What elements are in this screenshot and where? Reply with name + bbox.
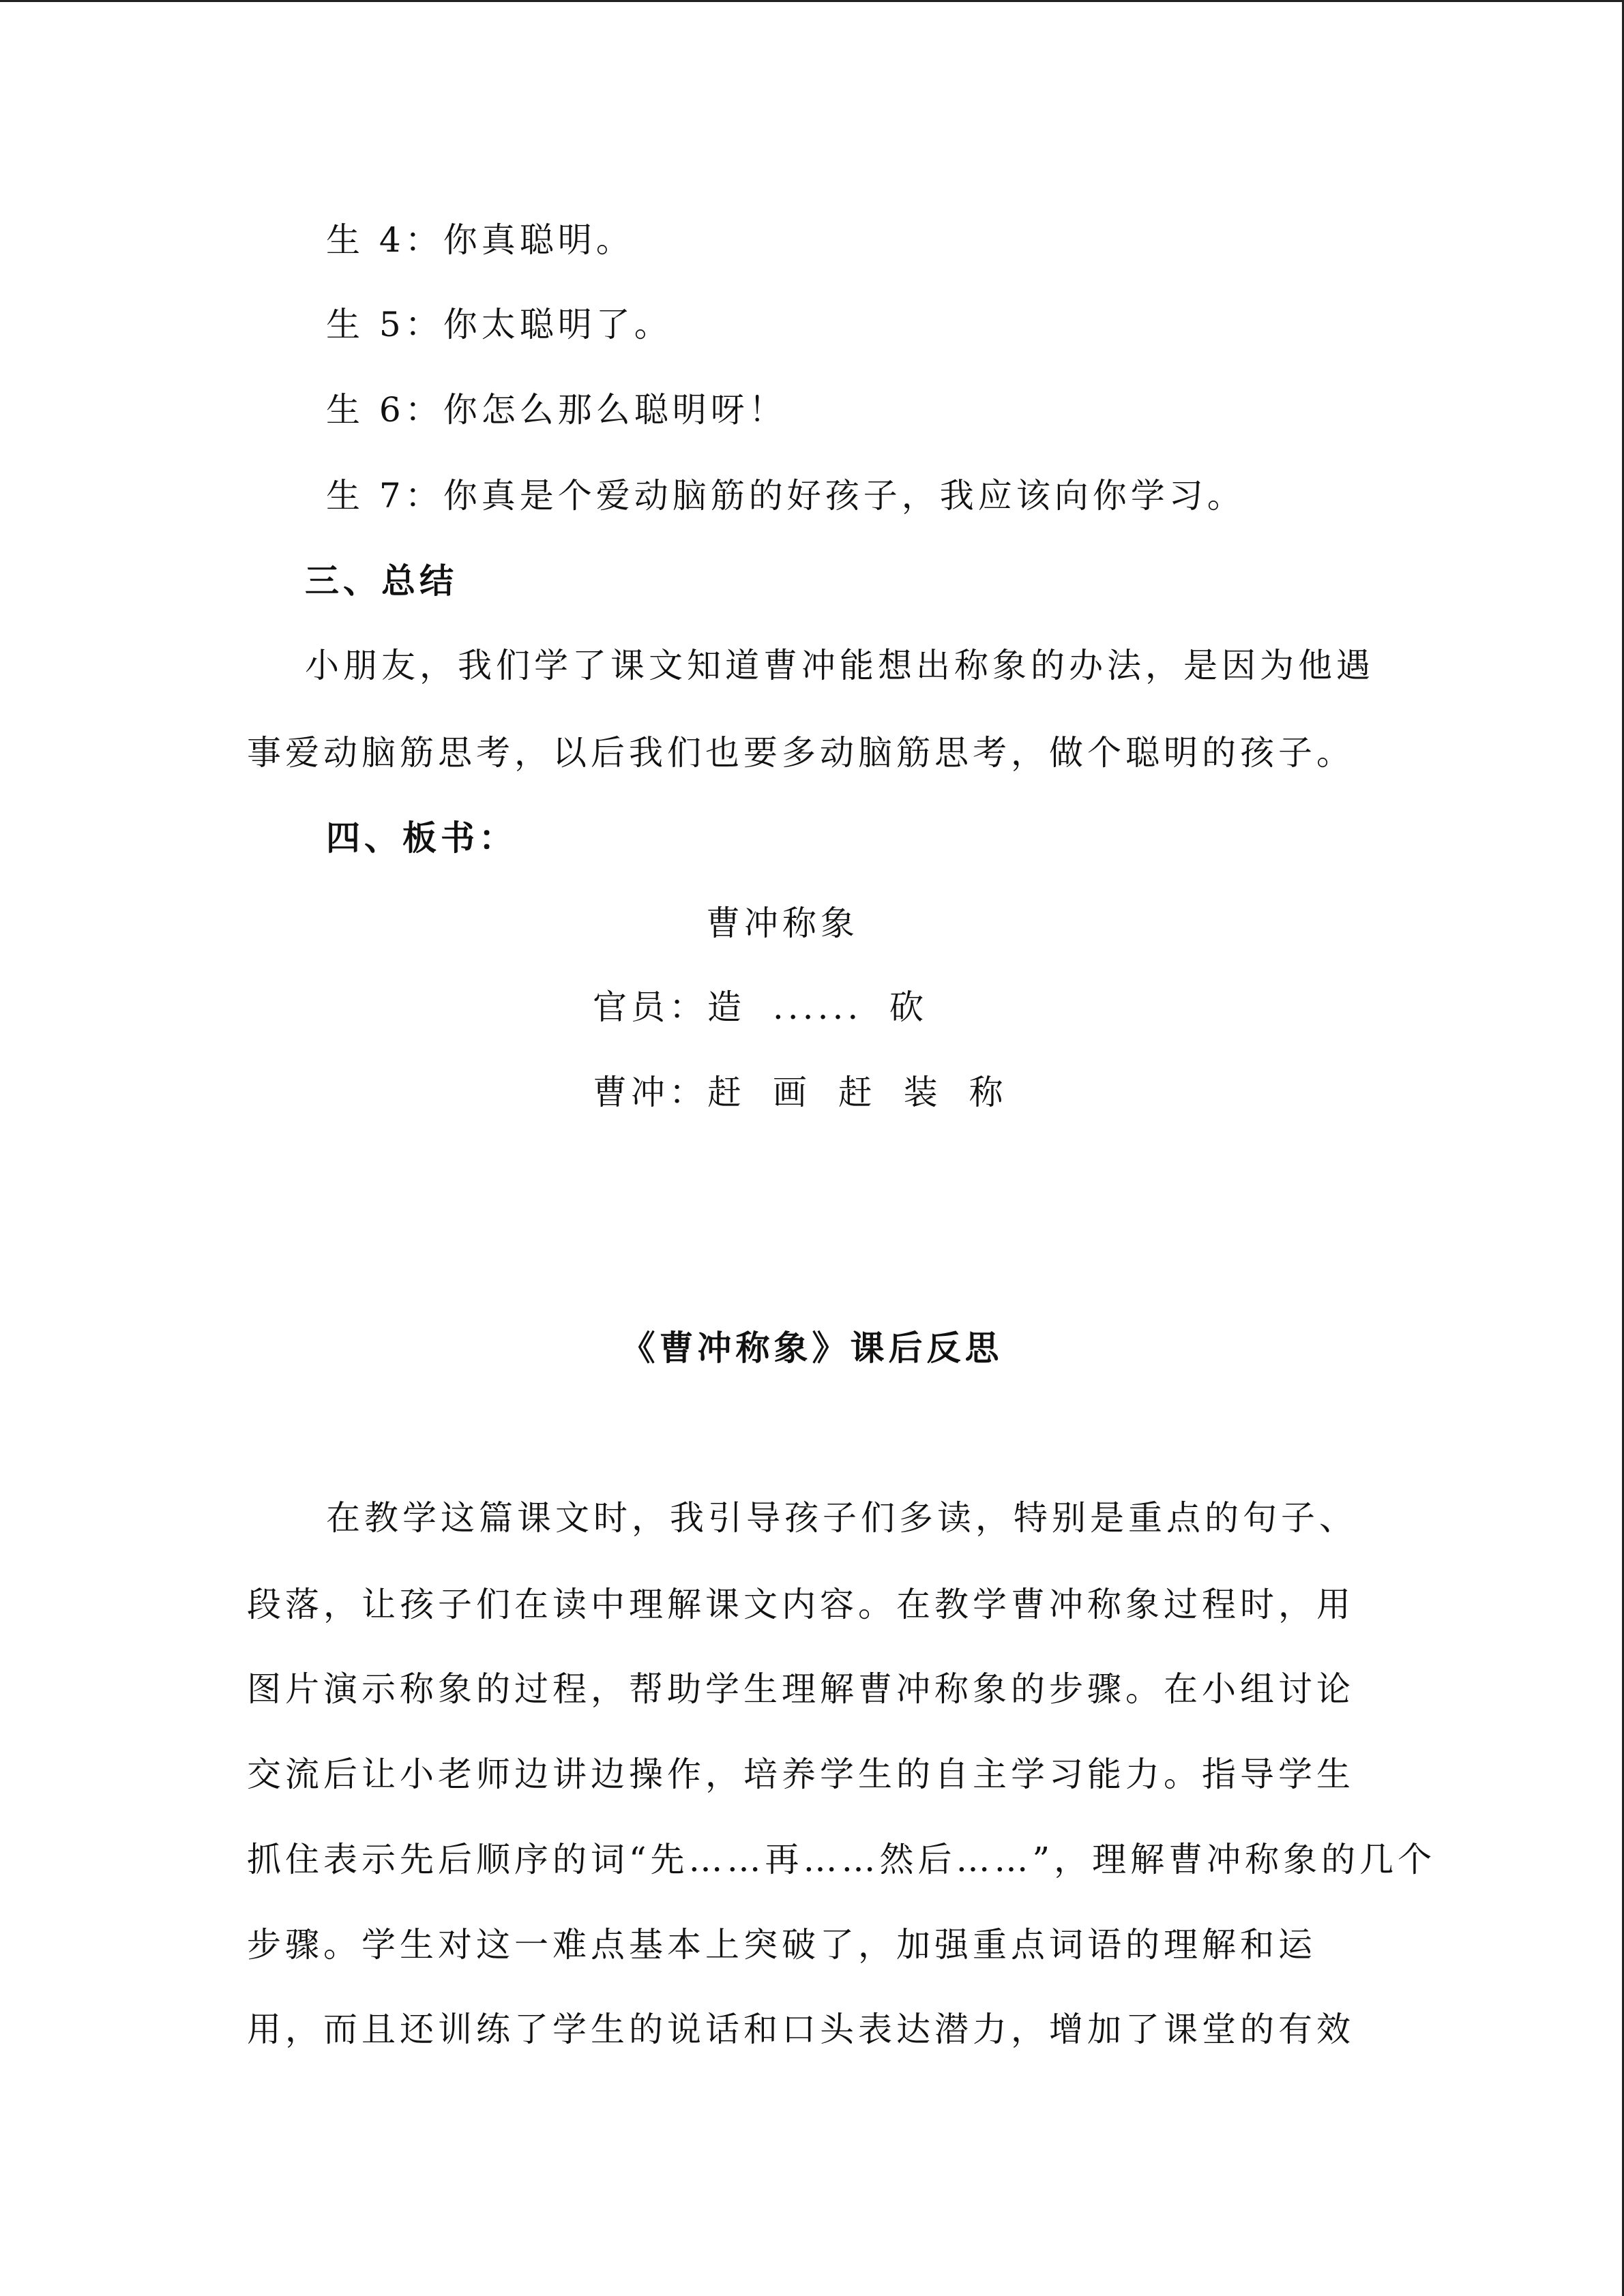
board-heading: 四、板书：: [326, 818, 517, 858]
dialogue-line-1: 生 4：你真聪明。: [326, 220, 634, 260]
reflection-line-5: 抓住表示先后顺序的词“先……再……然后……”，理解曹冲称象的几个: [247, 1840, 1436, 1879]
reflection-line-4: 交流后让小老师边讲边操作，培养学生的自主学习能力。指导学生: [247, 1755, 1355, 1794]
dialogue-line-4: 生 7：你真是个爱动脑筋的好孩子，我应该向你学习。: [326, 476, 1245, 516]
reflection-line-6: 步骤。学生对这一难点基本上突破了，加强重点词语的理解和运: [247, 1925, 1316, 1965]
reflection-line-1: 在教学这篇课文时，我引导孩子们多读，特别是重点的句子、: [326, 1498, 1357, 1538]
reflection-title: 《曹冲称象》课后反思: [621, 1328, 1003, 1368]
dialogue-line-3: 生 6：你怎么那么聪明呀！: [326, 390, 787, 430]
dialogue-line-2: 生 5：你太聪明了。: [326, 305, 673, 344]
summary-heading: 三、总结: [305, 561, 458, 601]
summary-paragraph-line-1: 小朋友，我们学了课文知道曹冲能想出称象的办法，是因为他遇: [305, 646, 1374, 685]
reflection-line-7: 用，而且还训练了学生的说话和口头表达潜力，增加了课堂的有效: [247, 2010, 1355, 2049]
page-border-top: [0, 0, 1624, 2]
board-title: 曹冲称象: [706, 904, 859, 943]
board-line-caochong: 曹冲：赶 画 赶 装 称: [593, 1073, 1007, 1112]
reflection-line-3: 图片演示称象的过程，帮助学生理解曹冲称象的步骤。在小组讨论: [247, 1669, 1355, 1709]
board-line-officials: 官员：造 ...... 砍: [593, 987, 928, 1027]
reflection-line-2: 段落，让孩子们在读中理解课文内容。在教学曹冲称象过程时，用: [247, 1585, 1355, 1624]
summary-paragraph-line-2: 事爱动脑筋思考，以后我们也要多动脑筋思考，做个聪明的孩子。: [247, 733, 1355, 773]
